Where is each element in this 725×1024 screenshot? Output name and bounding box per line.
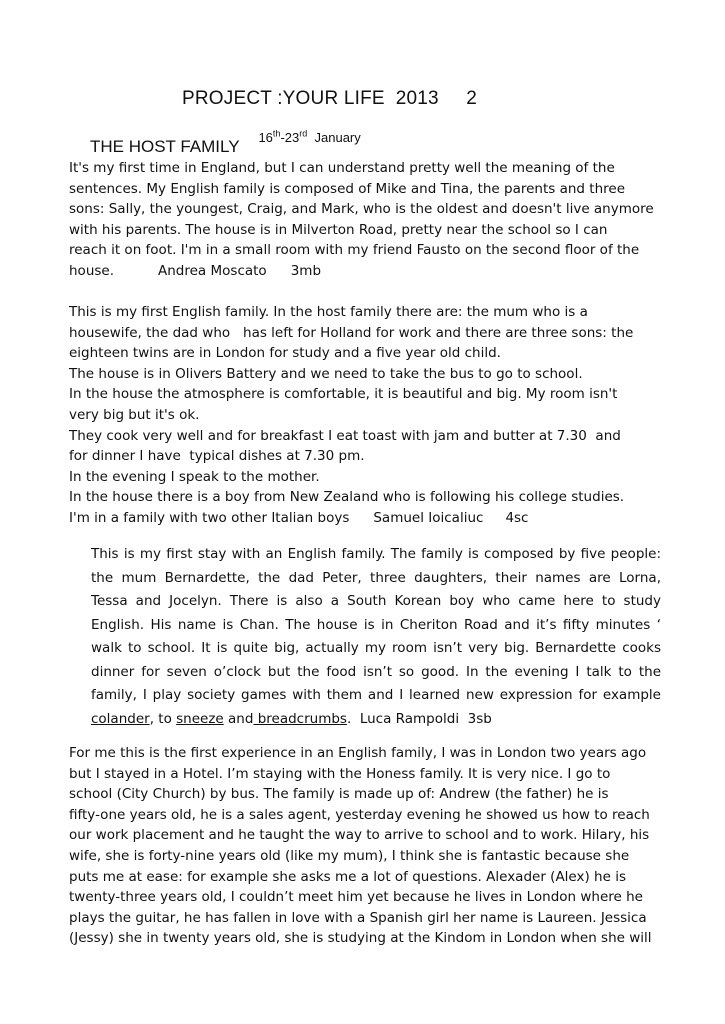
signature-line xyxy=(69,508,669,529)
text-line: but I stayed in a Hotel. I’m staying with the Honess family. It is very nice. I go to xyxy=(69,765,611,782)
text-line: English. His name is Chan. The house is in Cheriton Road and it’s fifty minutes ‘ xyxy=(91,616,661,633)
vocab-word-sneeze: sneeze xyxy=(176,710,224,727)
text-line: fifty-one years old, he is a sales agent, yesterday evening he showed us how to reach xyxy=(69,806,650,823)
text-line: (Jessy) she in twenty years old, she is studying at the Kindom in London when she will xyxy=(69,930,652,947)
text-line: For me this is the first experience in an English family, I was in London two years ago xyxy=(69,745,647,761)
text-line: It's my first time in England, but I can understand pretty well the meaning of the xyxy=(69,160,615,176)
text-line: twenty-three years old, I couldn’t meet him yet because he lives in London where he xyxy=(69,889,643,906)
vocab-word-breadcrumbs: breadcrumbs xyxy=(253,710,347,727)
text-separator: , to xyxy=(149,710,177,727)
document-title: PROJECT :YOUR LIFE 2013 2 xyxy=(182,88,477,109)
text-line: dinner for seven o’clock but the food isn’t so good. In the evening I talk to the xyxy=(91,663,661,680)
text-line: puts me at ease: for example she asks me a lot of questions. Alexader (Alex) he is xyxy=(69,868,626,885)
text-line: with his parents. The house is in Milverton Road, pretty near the school so I can xyxy=(69,221,608,238)
date-range xyxy=(244,115,361,160)
text-separator: and xyxy=(223,710,254,727)
text-line: wife, she is forty-nine years old (like my mum), I think she is fantastic because she xyxy=(69,847,630,864)
text-line: The house is in Olivers Battery and we need to take the bus to go to school. xyxy=(69,365,583,382)
text-line: They cook very well and for breakfast I eat toast with jam and butter at 7.30 and xyxy=(69,427,621,444)
text-line: walk to school. It is quite big, actually my room isn’t very big. Bernardette cooks xyxy=(91,640,661,656)
text-line: Tessa and Jocelyn. There is also a South Korean boy who came here to study xyxy=(91,593,661,609)
paragraph-luca xyxy=(91,543,661,731)
vocab-word-colander: colander xyxy=(91,710,150,727)
section-heading: THE HOST FAMILY xyxy=(90,137,240,156)
start-day-suffix: th xyxy=(272,128,281,139)
text-line: housewife, the dad who has left for Holland for work and there are three sons: the xyxy=(69,324,634,341)
text-line: our work placement and he taught the way to arrive to school and to work. Hilary, his xyxy=(69,827,650,844)
text-line: reach it on foot. I'm in a small room with my friend Fausto on the second floor of the xyxy=(69,242,640,259)
author-name: Andrea Moscato xyxy=(158,262,267,279)
paragraph-andrea xyxy=(69,158,669,282)
text-line: This is my first stay with an English family. The family is composed by five people: xyxy=(91,546,661,562)
text-line: very big but it's ok. xyxy=(69,406,200,423)
signature-line xyxy=(91,708,661,732)
text-line: In the house there is a boy from New Zealand who is following his college studies. xyxy=(69,489,625,506)
author-name: Luca Rampoldi xyxy=(359,710,460,727)
author-name: Samuel Ioicaliuc xyxy=(373,509,484,526)
date-separator: - xyxy=(280,130,285,145)
author-class: 4sc xyxy=(505,509,529,526)
author-class: 3sb xyxy=(467,710,492,727)
text-line: eighteen twins are in London for study and a five year old child. xyxy=(69,345,501,362)
text-line: sentences. My English family is composed of Mike and Tina, the parents and three xyxy=(69,180,625,197)
paragraph-honess-family xyxy=(69,743,669,949)
text-line: for dinner I have typical dishes at 7.30 pm. xyxy=(69,448,365,465)
text-separator: . xyxy=(346,710,360,727)
end-day: 23 xyxy=(284,130,300,145)
text-line: plays the guitar, he has fallen in love with a Spanish girl her name is Laureen. Jessica xyxy=(69,909,647,926)
text-line: school (City Church) by bus. The family is made up of: Andrew (the father) he is xyxy=(69,786,609,803)
text-line: In the evening I speak to the mother. xyxy=(69,468,320,485)
text-line: sons: Sally, the youngest, Craig, and Mark, who is the oldest and doesn't live anymore xyxy=(69,201,654,218)
month: January xyxy=(314,130,361,145)
text-line-end: house. xyxy=(69,262,115,279)
author-class: 3mb xyxy=(290,262,322,279)
paragraph-samuel xyxy=(69,302,669,529)
end-day-suffix: rd xyxy=(299,128,308,139)
text-line-end: I'm in a family with two other Italian boys xyxy=(69,509,350,526)
text-line: In the house the atmosphere is comfortable, it is beautiful and big. My room isn't xyxy=(69,386,618,403)
text-line: family, I play society games with them and I learned new expression for example xyxy=(91,687,661,703)
text-line: the mum Bernardette, the dad Peter, three daughters, their names are Lorna, xyxy=(91,569,661,586)
text-line: This is my first English family. In the host family there are: the mum who is a xyxy=(69,304,588,320)
start-day: 16 xyxy=(258,130,273,145)
signature-line xyxy=(69,261,669,282)
